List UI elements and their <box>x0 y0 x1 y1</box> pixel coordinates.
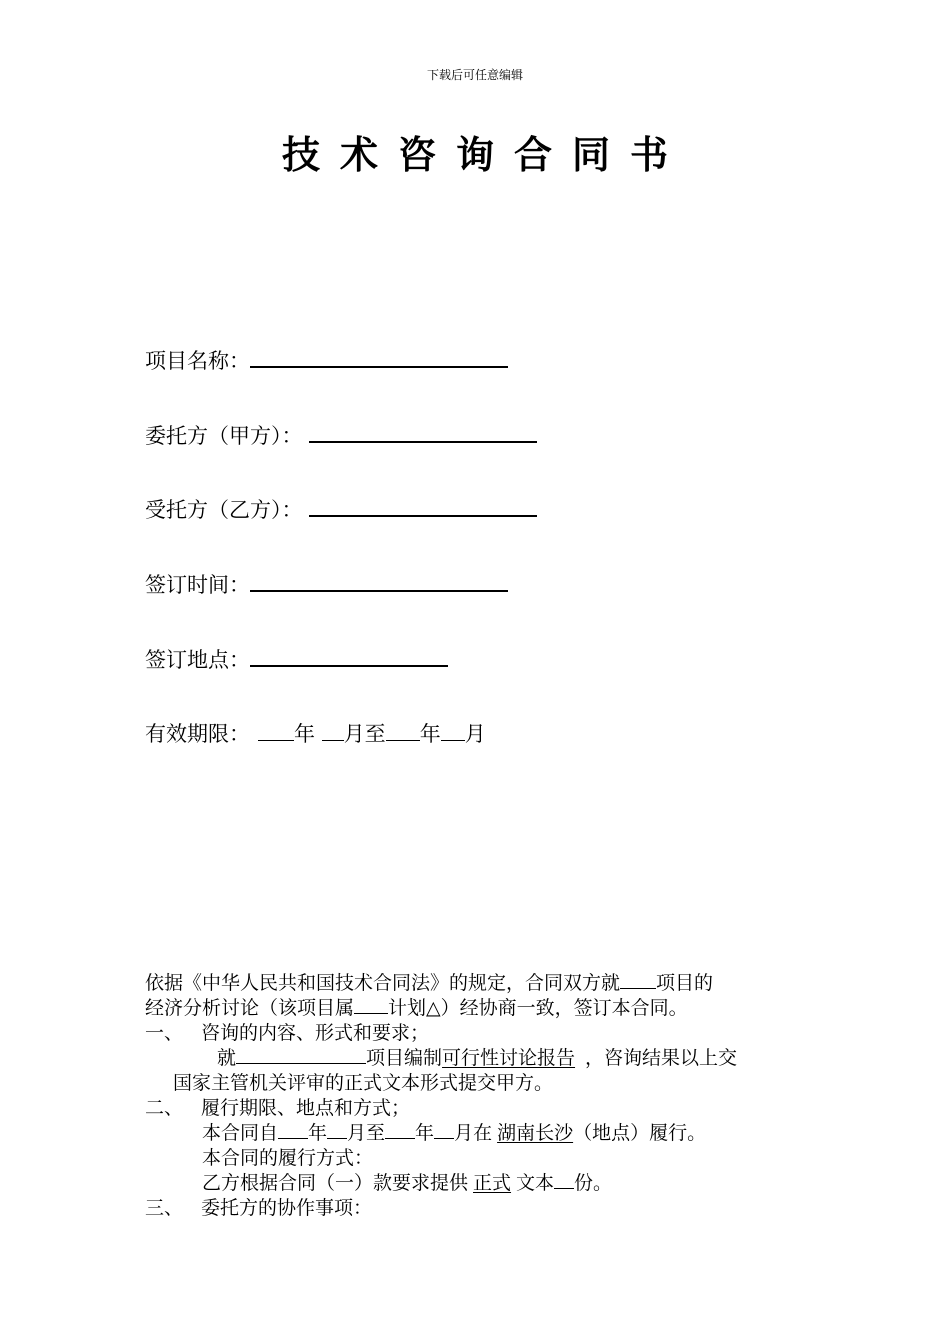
section-1-text-d: ，咨询结果以上交 <box>585 1047 738 1069</box>
contractor-field <box>145 496 537 524</box>
intro-line-2 <box>145 996 688 1021</box>
validity-end-month-blank[interactable] <box>441 724 465 741</box>
section-1-text-a: 就 <box>217 1047 237 1069</box>
section-2-line-1 <box>202 1121 706 1146</box>
section-2-title: 履行期限、地点和方式； <box>201 1097 411 1119</box>
intro-text-1b: 项目的 <box>656 972 714 994</box>
client-label: 委托方（甲方）： <box>145 424 303 448</box>
section-3-number: 三、 <box>145 1197 184 1219</box>
section-1-heading <box>145 1021 429 1046</box>
section-2-year-label: 年 <box>308 1122 328 1144</box>
section-2-text-a: 本合同自 <box>202 1122 279 1144</box>
section-3-title: 委托方的协作事项： <box>201 1197 373 1219</box>
sign-place-blank[interactable] <box>250 647 448 667</box>
section-2-number: 二、 <box>145 1097 184 1119</box>
sign-time-label: 签订时间： <box>145 573 250 597</box>
section-2-line-3 <box>202 1171 612 1196</box>
client-field <box>145 422 537 450</box>
intro-plan-blank[interactable] <box>354 998 388 1014</box>
section-2-month-at-label: 月在 <box>454 1122 493 1144</box>
section-1-project-blank[interactable] <box>236 1048 366 1064</box>
validity-year-label-2: 年 <box>419 722 441 746</box>
project-name-label: 项目名称： <box>145 349 250 373</box>
sign-time-blank[interactable] <box>250 572 508 592</box>
intro-text-1a: 依据《中华人民共和国技术合同法》的规定，合同双方就 <box>145 972 621 994</box>
section-2-start-year-blank[interactable] <box>278 1123 308 1139</box>
section-2-end-month-blank[interactable] <box>434 1123 454 1139</box>
intro-text-2b: 计划△）经协商一致，签订本合同。 <box>388 997 688 1019</box>
contractor-blank[interactable] <box>309 497 537 517</box>
section-1-number: 一、 <box>145 1022 184 1044</box>
sign-place-label: 签订地点： <box>145 648 250 672</box>
section-1-report-type: 可行性讨论报告 <box>442 1047 576 1069</box>
validity-start-year-blank[interactable] <box>258 724 294 741</box>
section-2-place: 湖南长沙 <box>497 1122 574 1144</box>
section-2-text-3a: 乙方根据合同（一）款要求提供 <box>202 1172 469 1194</box>
validity-start-month-blank[interactable] <box>322 724 344 741</box>
section-2-year-label-2: 年 <box>415 1122 435 1144</box>
document-title: 技术咨询合同书 <box>281 132 688 177</box>
client-blank[interactable] <box>309 423 537 443</box>
section-2-copies-blank[interactable] <box>554 1173 574 1189</box>
validity-field <box>145 720 486 748</box>
intro-line-1 <box>145 971 713 996</box>
project-name-blank[interactable] <box>250 348 508 368</box>
sign-time-field <box>145 571 508 599</box>
project-name-field <box>145 347 508 375</box>
intro-project-blank[interactable] <box>620 973 656 989</box>
section-2-month-to-label: 月至 <box>347 1122 386 1144</box>
section-2-text-3c: 文本 <box>516 1172 555 1194</box>
section-1-text-b: 项目编制 <box>366 1047 443 1069</box>
section-1-title: 咨询的内容、形式和要求； <box>201 1022 430 1044</box>
sign-place-field <box>145 646 448 674</box>
contractor-label: 受托方（乙方）： <box>145 498 303 522</box>
validity-year-label: 年 <box>294 722 315 746</box>
section-3-heading <box>145 1196 372 1221</box>
validity-month-end-label: 月 <box>464 722 486 746</box>
section-2-text-3d: 份。 <box>574 1172 613 1194</box>
section-1-text-line-2: 国家主管机关评审的正式文本形式提交甲方。 <box>173 1072 554 1094</box>
section-2-heading <box>145 1096 410 1121</box>
section-2-line-2 <box>202 1146 373 1171</box>
validity-month-to-label: 月至 <box>343 722 386 746</box>
section-1-line-2 <box>173 1071 553 1096</box>
validity-label: 有效期限： <box>145 722 250 746</box>
section-2-format: 正式 <box>473 1172 512 1194</box>
validity-end-year-blank[interactable] <box>386 724 420 741</box>
section-2-text-line-2: 本合同的履行方式： <box>202 1147 374 1169</box>
intro-text-2a: 经济分析讨论（该项目属 <box>145 997 355 1019</box>
section-2-end-year-blank[interactable] <box>385 1123 415 1139</box>
header-note: 下载后可任意编辑 <box>426 68 523 82</box>
section-2-text-b: （地点）履行。 <box>573 1122 707 1144</box>
section-1-line-1 <box>217 1046 737 1071</box>
section-2-start-month-blank[interactable] <box>327 1123 347 1139</box>
